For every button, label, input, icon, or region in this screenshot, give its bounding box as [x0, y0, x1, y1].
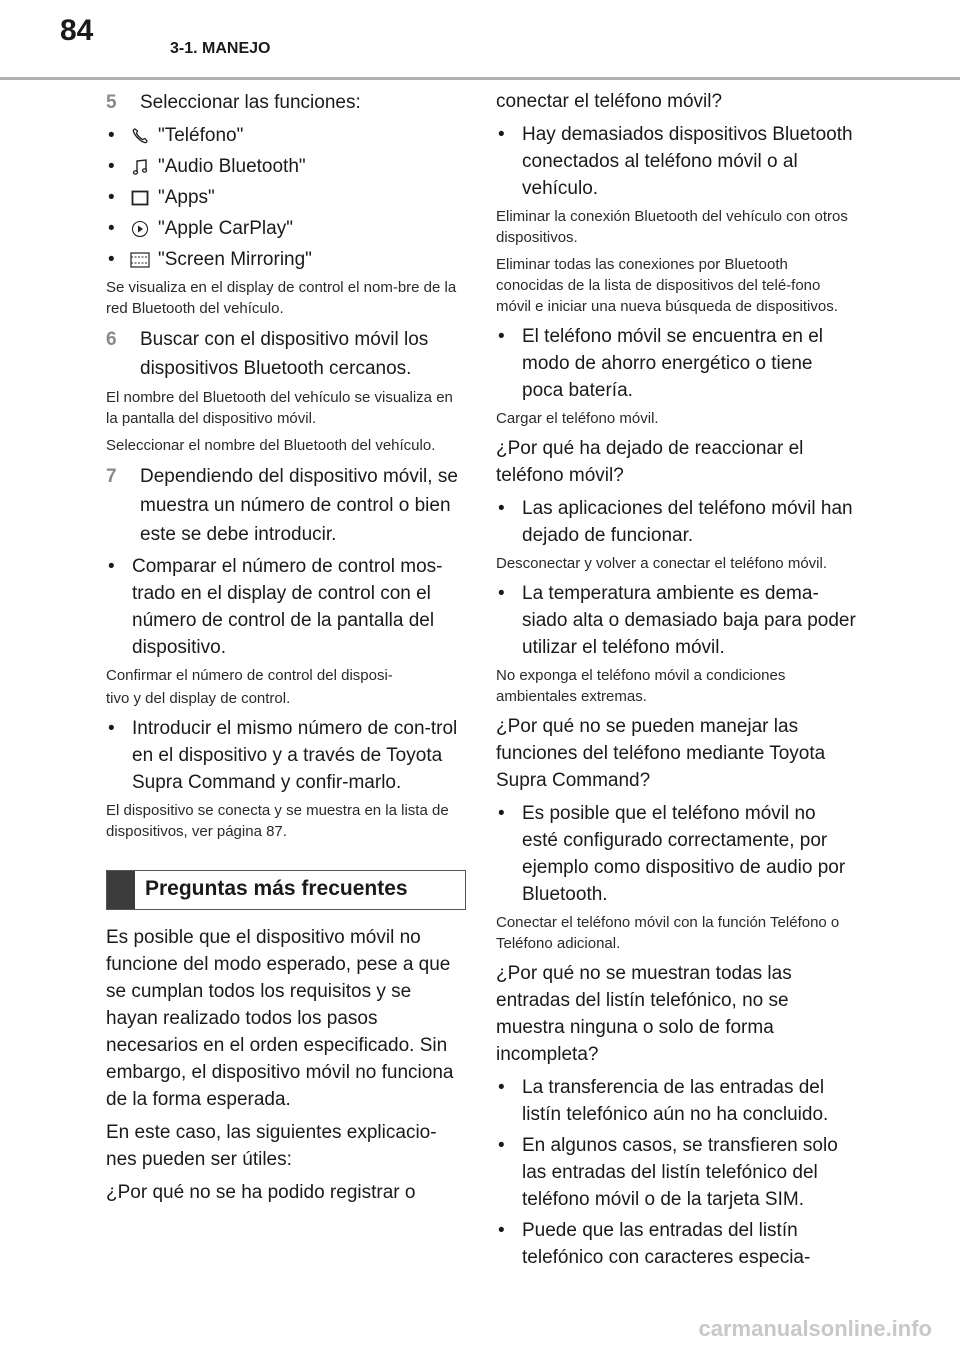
answer-bullet	[496, 1217, 856, 1271]
apps-square-icon	[130, 188, 150, 208]
question-1-cont: conectar el teléfono móvil?	[496, 91, 723, 112]
bullet: •	[108, 249, 115, 270]
note: Eliminar todas las conexiones por Bluetooth conocidas de la lista de dispositivos del telé-fono móvil e iniciar una nueva búsqueda de dispositivos.	[496, 256, 838, 315]
watermark: carmanualsonline.info	[698, 1316, 932, 1341]
answer-bullet	[496, 323, 856, 404]
faq-intro: Es posible que el dispositivo móvil no funcione del modo esperado, pese a que se cumplan todos los requisitos y se hayan realizado todos los pasos necesarios en el orden especificado. Sin embargo, el dispositivo móvil no funciona de la forma esperada.	[106, 927, 454, 1110]
note: Conectar el teléfono móvil con la función Teléfono o Teléfono adicional.	[496, 914, 840, 952]
question-1: ¿Por qué no se ha podido registrar o	[106, 1182, 416, 1203]
music-note-icon	[130, 157, 150, 177]
faq-heading	[106, 870, 466, 910]
question-3: ¿Por qué no se pueden manejar las funciones del teléfono mediante Toyota Supra Command?	[496, 716, 826, 791]
step-number: 6	[106, 329, 117, 350]
step-7	[106, 462, 466, 549]
function-item-apps	[106, 183, 466, 213]
answer-bullet	[496, 495, 856, 549]
step-number: 7	[106, 466, 117, 487]
faq-intro-2: En este caso, las siguientes explicacio-nes pueden ser útiles:	[106, 1122, 437, 1170]
step-text: Dependiendo del dispositivo móvil, se muestra un número de control o bien este se debe introducir.	[140, 466, 458, 545]
note-bluetooth-name: El nombre del Bluetooth del vehículo se visualiza en la pantalla del dispositivo móvil.	[106, 389, 453, 427]
function-label: "Screen Mirroring"	[158, 249, 312, 270]
bullet-compare	[106, 553, 466, 661]
note: Desconectar y volver a conectar el teléfono móvil.	[496, 555, 827, 572]
bullet-text: Las aplicaciones del teléfono móvil han dejado de funcionar.	[522, 498, 853, 546]
bullet: •	[498, 803, 505, 824]
note-red-name: Se visualiza en el display de control el nom-bre de la red Bluetooth del vehículo.	[106, 279, 457, 317]
screen-mirroring-icon	[130, 250, 150, 270]
function-label: "Apps"	[158, 187, 215, 208]
note-confirm: Confirmar el número de control del disposi-	[106, 667, 393, 684]
bullet: •	[498, 498, 505, 519]
heading-bar	[107, 871, 135, 909]
page-header	[0, 0, 960, 80]
answer-bullet	[496, 121, 856, 202]
bullet: •	[498, 1220, 505, 1241]
note-select-name: Seleccionar el nombre del Bluetooth del vehículo.	[106, 437, 436, 454]
bullet-text: Puede que las entradas del listín telefónico con caracteres especia-	[522, 1220, 811, 1268]
bullet: •	[108, 218, 115, 239]
step-text: Buscar con el dispositivo móvil los dispositivos Bluetooth cercanos.	[140, 329, 429, 379]
step-number: 5	[106, 92, 117, 113]
bullet: •	[498, 326, 505, 347]
left-column	[106, 88, 466, 1212]
bullet-text: La transferencia de las entradas del listín telefónico aún no ha concluido.	[522, 1077, 829, 1125]
bullet: •	[108, 187, 115, 208]
header-divider	[0, 77, 960, 80]
play-circle-icon	[130, 219, 150, 239]
bullet-text: El teléfono móvil se encuentra en el modo de ahorro energético o tiene poca batería.	[522, 326, 824, 401]
function-label: "Apple CarPlay"	[158, 218, 293, 239]
bullet-enter	[106, 715, 466, 796]
note-confirm-cont: tivo y del display de control.	[106, 690, 291, 707]
bullet: •	[108, 718, 115, 739]
function-item-screen-mirroring	[106, 245, 466, 275]
bullet: •	[108, 156, 115, 177]
function-item-telefono	[106, 121, 466, 151]
function-item-apple-carplay	[106, 214, 466, 244]
right-column	[496, 88, 856, 1275]
answer-bullet	[496, 580, 856, 661]
bullet-text: La temperatura ambiente es dema-siado alta o demasiado baja para poder utilizar el teléfono móvil.	[522, 583, 856, 658]
bullet: •	[498, 583, 505, 604]
section-title: 3-1. MANEJO	[170, 40, 271, 57]
page-number: 84	[60, 14, 94, 47]
answer-bullet	[496, 1074, 856, 1128]
question-2: ¿Por qué ha dejado de reaccionar el teléfono móvil?	[496, 438, 804, 486]
function-label: "Teléfono"	[158, 125, 244, 146]
note: No exponga el teléfono móvil a condiciones ambientales extremas.	[496, 667, 786, 705]
note: Cargar el teléfono móvil.	[496, 410, 659, 427]
function-label: "Audio Bluetooth"	[158, 156, 306, 177]
bullet: •	[108, 556, 115, 577]
function-item-audio-bluetooth	[106, 152, 466, 182]
bullet: •	[498, 1135, 505, 1156]
bullet-text: En algunos casos, se transfieren solo las entradas del listín telefónico del teléfono móvil o de la tarjeta SIM.	[522, 1135, 838, 1210]
faq-title: Preguntas más frecuentes	[145, 877, 408, 900]
bullet: •	[108, 125, 115, 146]
question-4: ¿Por qué no se muestran todas las entradas del listín telefónico, no se muestra ninguna o solo de forma incompleta?	[496, 963, 792, 1065]
bullet: •	[498, 124, 505, 145]
bullet-text: Introducir el mismo número de con-trol en el dispositivo y a través de Toyota Supra Command y confir-marlo.	[132, 718, 458, 793]
answer-bullet	[496, 800, 856, 908]
step-5	[106, 88, 466, 117]
bullet-text: Hay demasiados dispositivos Bluetooth conectados al teléfono móvil o al vehículo.	[522, 124, 853, 199]
bullet-text: Es posible que el teléfono móvil no esté configurado correctamente, por ejemplo como dispositivo de audio por Bluetooth.	[522, 803, 846, 905]
step-6	[106, 325, 466, 383]
bullet-text: Comparar el número de control mos-trado en el display de control con el número de control de la pantalla del dispositivo.	[132, 556, 443, 658]
answer-bullet	[496, 1132, 856, 1213]
step-text: Seleccionar las funciones:	[140, 92, 361, 113]
note: Eliminar la conexión Bluetooth del vehículo con otros dispositivos.	[496, 208, 848, 246]
bullet: •	[498, 1077, 505, 1098]
note-connected: El dispositivo se conecta y se muestra en la lista de dispositivos, ver página 87.	[106, 802, 449, 840]
phone-icon	[130, 126, 150, 146]
